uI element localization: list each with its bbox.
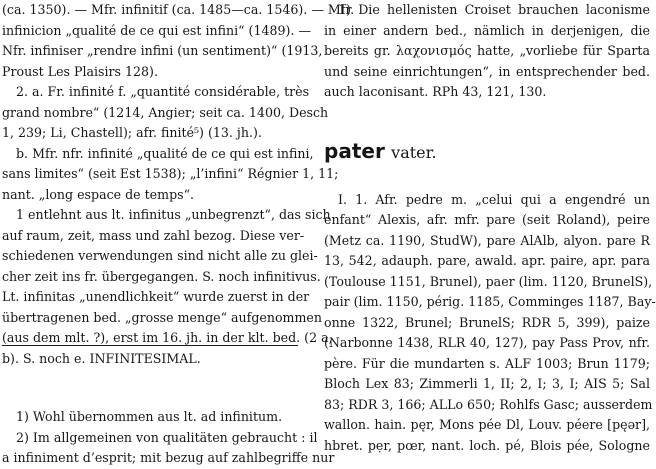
footnote-line: 1) Wohl übernommen aus lt. ad infinitum. [16,409,283,424]
entry-line: (Narbonne 1438, RLR 40, 127), pay Pass Prov, nfr. [324,335,650,350]
commentary-line: übertragenen bed. „grosse menge“ aufgenommen [2,309,322,325]
footnote-line: bereits gr. λαχονισμός hatte, „vorliebe für Sparta [324,43,650,58]
text-line: grand nombre“ (1214, Angier; seit ca. 1400, Desch [2,104,329,120]
entry-gloss: vater. [391,142,437,162]
footnote-line: 1) Die hellenisten Croiset brauchen laconisme [338,2,650,17]
entry-line: enfant“ Alexis, afr. mfr. pare (seit Roland), peire [324,212,650,227]
commentary-line: auf raum, zeit, mass und zahl bezog. Diese ver- [2,227,305,243]
text-line: Proust Les Plaisirs 128). [2,63,158,79]
footnote-divider [2,345,298,346]
text-line: (ca. 1350). — Mfr. infinitif (ca. 1485—ca. 1546). — Mfr. [2,2,355,17]
commentary-line: (aus dem mlt. ?), erst im 16. jh. in der klt. bed. (2 a, [2,330,333,345]
entry-line: 13, 542, adauph. pare, awald. apr. paire, apr. para [324,253,650,268]
footnote-line: a infiniment d’esprit; mit bezug auf zahlbegriffe nur [2,450,335,465]
commentary-line: b). S. noch e. INFINITESIMAL. [2,350,201,366]
text-line: Nfr. infiniser „rendre infini (un sentiment)“ (1913, [2,43,323,58]
entry-line: hbret. pẹr, pœr, nant. loch. pé, Blois pée, Sologne [324,437,650,453]
commentary-line: cher zeit ins fr. übergegangen. S. noch infinitivus. [2,268,321,284]
text-line: infinicion „qualité de ce qui est infini“ (1489). — [2,22,312,38]
subentry-2b-line: b. Mfr. nfr. infinité „qualité de ce qui est infini, [16,145,314,161]
footnote-line: in einer andern bed., nämlich in derjenigen, die [324,22,650,38]
footnote-line: 2) Im allgemeinen von qualitäten gebraucht : il [16,429,318,445]
entry-headword: pater [324,138,385,163]
entry-line: Bloch Lex 83; Zimmerli 1, II; 2, I; 3, I; AIS 5; Sal [324,376,650,391]
entry-line: I. 1. Afr. pedre m. „celui qui a engendré un [338,191,650,207]
footnote-line: auch laconisant. RPh 43, 121, 130. [324,84,547,99]
footnote-line: und seine einrichtungen“, in entsprechender bed. [324,63,650,79]
entry-line: wallon. hain. pęr, Mons pée Dl, Louv. péere [pęər], [324,417,650,432]
entry-line: pair (lim. 1150, périg. 1185, Comminges 1187, Bay- [324,294,656,309]
text-line: nant. „long espace de temps“. [2,186,195,202]
entry-heading [324,138,650,163]
commentary-line: 1 entlehnt aus lt. infinitus „unbegrenzt“, das sich [16,207,331,222]
commentary-line: Lt. infinitas „unendlichkeit“ wurde zuerst in der [2,289,310,304]
text-line: 1, 239; Li, Chastell); afr. finité⁵) (13. jh.). [2,125,262,140]
entry-line: 83; RDR 3, 166; ALLo 650; Rohlfs Gasc; ausserdem [324,396,653,412]
entry-line: (Toulouse 1151, Brunel), paer (lim. 1120, BrunelS), [324,273,653,289]
right-column [324,0,656,456]
entry-line: père. Für die mundarten s. ALF 1003; Brun 1179; [324,355,650,371]
text-line: sans limites“ (seit Est 1538); „l’infini“ Régnier 1, 11; [2,166,339,181]
entry-line: (Metz ca. 1190, StudW), pare AlAlb, alyon. pare R [324,232,650,248]
subentry-2a-line: 2. a. Fr. infinité f. „quantité considérable, très [16,84,310,99]
entry-line: onne 1322, Brunel; BrunelS; RDR 5, 399), paize [324,314,650,330]
commentary-line: schiedenen verwendungen sind nicht alle zu glei- [2,248,318,263]
